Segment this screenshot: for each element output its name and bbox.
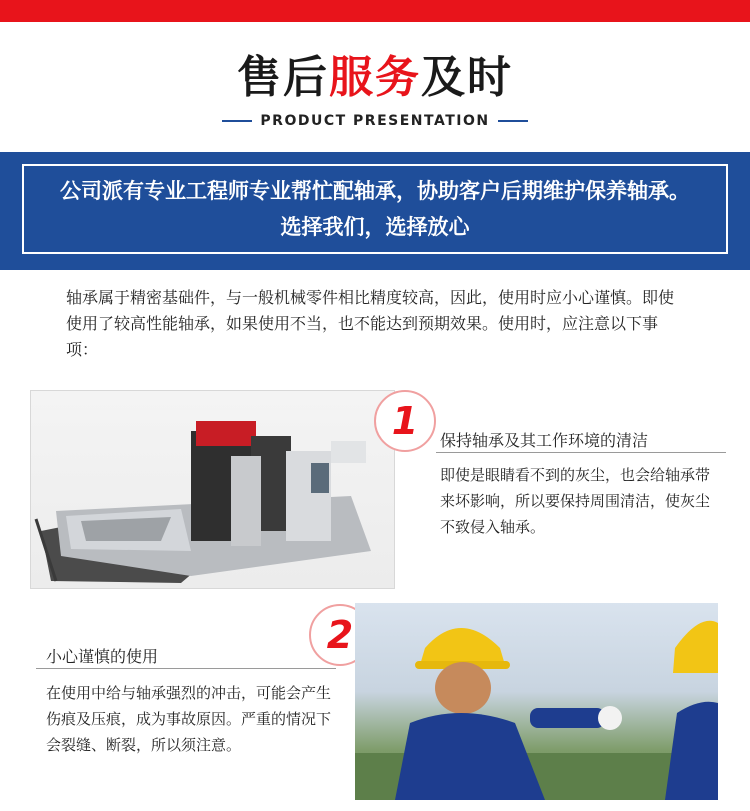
point-1-heading: 保持轴承及其工作环境的清洁: [440, 431, 649, 450]
subtitle-left-rule: [222, 120, 252, 122]
engineer-photo: [355, 603, 718, 800]
step-badge-2: 2: [309, 604, 371, 666]
subtitle-right-rule: [498, 120, 528, 122]
page-title: [0, 52, 750, 104]
step-badge-1: 1: [374, 390, 436, 452]
point-2-heading: 小心谨慎的使用: [46, 647, 159, 666]
machine-tool-photo: [30, 390, 395, 589]
subtitle-row: [0, 110, 750, 132]
page-subtitle: PRODUCT PRESENTATION: [260, 113, 490, 129]
title-part-2: 及时: [421, 52, 513, 103]
point-2-divider: [36, 668, 336, 669]
title-part-1: 售后: [237, 52, 329, 103]
engineer-illustration: [355, 603, 718, 800]
banner-line-2: 选择我们，选择放心: [280, 215, 470, 239]
banner-frame: [22, 164, 728, 254]
banner-line-1: 公司派有专业工程师专业帮忙配轴承，协助客户后期维护保养轴承。: [60, 179, 690, 203]
point-2-body: 在使用中给与轴承强烈的冲击，可能会产生伤痕及压痕，成为事故原因。严重的情况下会裂缝、断裂，所以须注意。: [46, 684, 332, 754]
point-1-body: 即使是眼睛看不到的灰尘，也会给轴承带来坏影响，所以要保持周围清洁，使灰尘不致侵入轴承。: [440, 466, 711, 536]
top-red-bar: [0, 0, 750, 22]
point-1-divider: [436, 452, 726, 453]
intro-paragraph: 轴承属于精密基础件，与一般机械零件相比精度较高，因此，使用时应小心谨慎。即使使用了较高性能轴承，如果使用不当，也不能达到预期效果。使用时，应注意以下事项：: [66, 288, 675, 359]
title-highlight: 服务: [329, 52, 421, 103]
machine-illustration: [31, 391, 394, 588]
service-banner: [0, 152, 750, 270]
